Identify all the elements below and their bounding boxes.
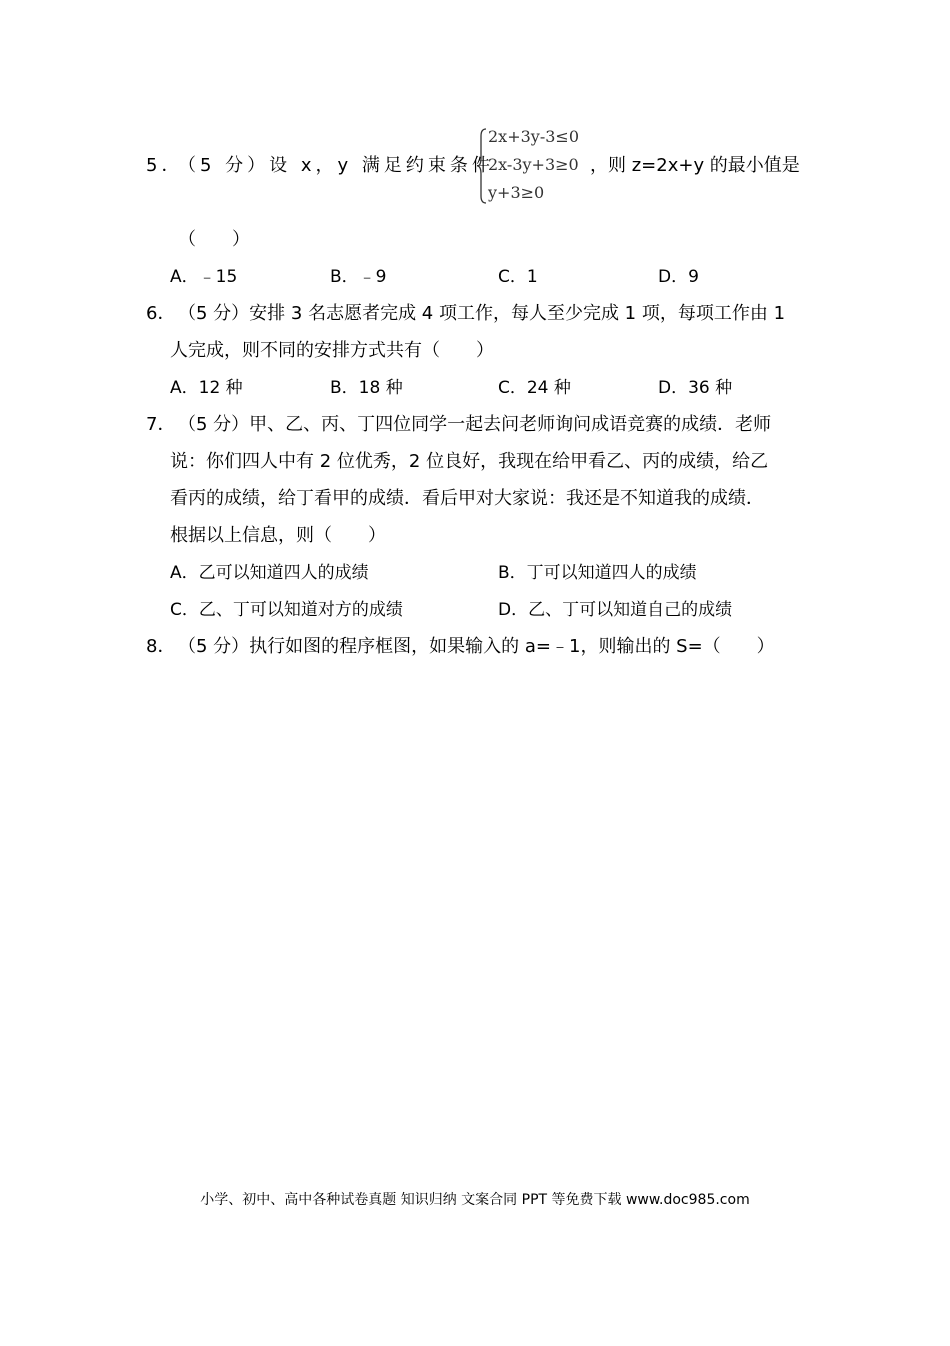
question-5-option-b: B．﹣9 xyxy=(330,267,387,287)
question-8-stem: （5 分）执行如图的程序框图，如果输入的 a=﹣1，则输出的 S=（ ） xyxy=(178,636,775,657)
question-6-stem-line-1: （5 分）安排 3 名志愿者完成 4 项工作，每人至少完成 1 项，每项工作由 1 xyxy=(178,303,786,324)
question-6-number: 6． xyxy=(146,303,176,324)
question-6-option-d: D．36 种 xyxy=(658,378,733,398)
question-7-stem-line-4: 根据以上信息，则（ ） xyxy=(170,525,386,546)
question-5-stem: （5 分）设 x，y 满足约束条件 xyxy=(178,155,494,176)
question-5-option-d: D．9 xyxy=(658,267,699,287)
constraint-1: 2x+3y-3≤0 xyxy=(488,127,579,146)
question-5-blank: （ ） xyxy=(178,229,250,250)
question-7-stem-line-2: 说：你们四人中有 2 位优秀，2 位良好，我现在给甲看乙、丙的成绩，给乙 xyxy=(170,451,769,472)
question-7-option-d: D．乙、丁可以知道自己的成绩 xyxy=(498,600,733,620)
question-7-stem-line-1: （5 分）甲、乙、丙、丁四位同学一起去问老师询问成语竞赛的成绩．老师 xyxy=(178,414,772,435)
question-5-number: 5． xyxy=(146,155,184,176)
question-5-option-c: C．1 xyxy=(498,267,538,287)
question-7-option-c: C．乙、丁可以知道对方的成绩 xyxy=(170,600,403,620)
question-5-stem-end: ，则 z=2x+y 的最小值是 xyxy=(590,155,800,176)
question-7-number: 7． xyxy=(146,414,176,435)
constraint-system xyxy=(477,124,607,208)
question-8-number: 8． xyxy=(146,636,176,657)
question-7-stem-line-3: 看丙的成绩，给丁看甲的成绩．看后甲对大家说：我还是不知道我的成绩． xyxy=(170,488,764,509)
question-6-option-b: B．18 种 xyxy=(330,378,403,398)
page-footer: 小学、初中、高中各种试卷真题 知识归纳 文案合同 PPT 等免费下载 www.doc985.com xyxy=(200,1192,750,1208)
question-6-option-a: A．12 种 xyxy=(170,378,243,398)
question-6-stem-line-2: 人完成，则不同的安排方式共有（ ） xyxy=(170,340,494,361)
left-brace-icon xyxy=(477,128,487,204)
question-7-option-b: B．丁可以知道四人的成绩 xyxy=(498,563,697,583)
question-5-option-a: A．﹣15 xyxy=(170,267,238,287)
question-7-option-a: A．乙可以知道四人的成绩 xyxy=(170,563,369,583)
question-6-option-c: C．24 种 xyxy=(498,378,571,398)
constraint-3: y+3≥0 xyxy=(488,183,545,202)
flowchart-area xyxy=(140,680,810,1160)
constraint-2: 2x-3y+3≥0 xyxy=(488,155,579,174)
